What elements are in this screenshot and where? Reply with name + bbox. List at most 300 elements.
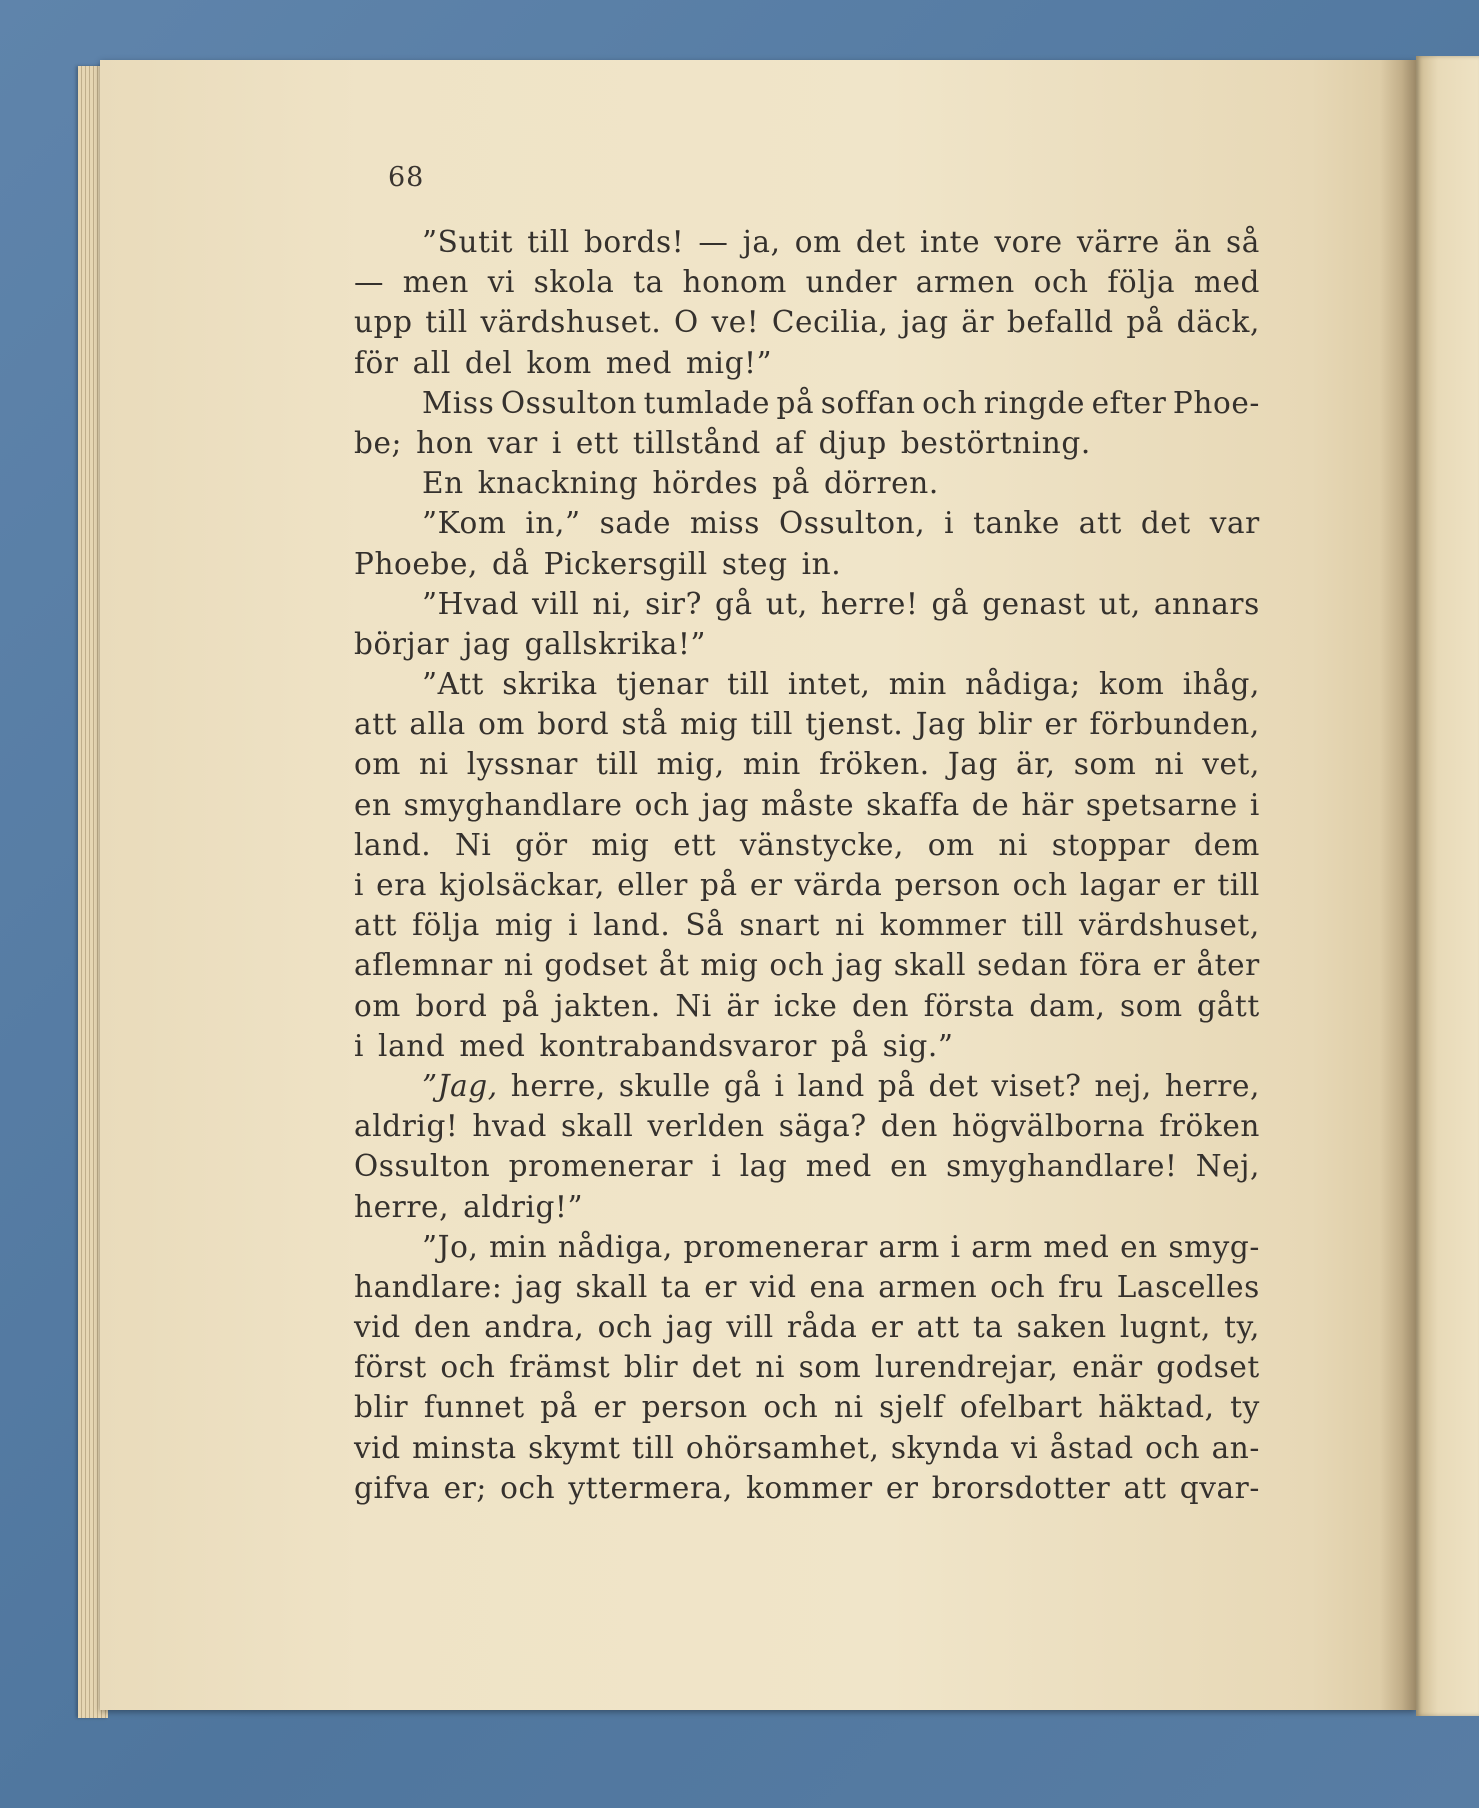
word: lurendrejar, (874, 1350, 1059, 1385)
word: smyghandlare! (946, 1149, 1178, 1184)
word: er (593, 1390, 627, 1425)
word: vid (354, 1430, 401, 1465)
word: icke (773, 988, 838, 1023)
word: följa (1107, 265, 1176, 300)
text-line (354, 664, 1260, 704)
word: åt (658, 948, 690, 983)
word: an- (1211, 1430, 1260, 1465)
word: gå (931, 586, 970, 621)
word: er (749, 868, 783, 902)
word: på (502, 988, 540, 1023)
word: vänstycke, (739, 827, 905, 862)
word: till (631, 1430, 675, 1465)
word: person (641, 1390, 748, 1425)
word: och (440, 1350, 496, 1385)
text-line (354, 624, 1260, 664)
word: skola (533, 265, 615, 300)
word: under (805, 265, 898, 300)
word: be; (354, 425, 403, 460)
word: tjenar (616, 667, 709, 702)
word: inte (920, 225, 981, 259)
word: än (1174, 225, 1212, 259)
word: ut, (765, 586, 808, 621)
text-line (354, 584, 1260, 624)
word: ni (1154, 747, 1185, 782)
word: bords! (583, 225, 685, 259)
word: då (492, 546, 530, 581)
word: land. (593, 908, 671, 943)
word: blir (623, 1350, 679, 1385)
word: det (855, 225, 906, 259)
word: till (1217, 868, 1260, 902)
word: och (922, 385, 978, 420)
word: hon (416, 425, 474, 460)
word: Så (685, 908, 725, 943)
text-line (354, 1066, 1260, 1106)
word: ni, (592, 586, 633, 621)
word: land (797, 1068, 865, 1103)
word: ni (835, 908, 865, 943)
word: jag (835, 948, 883, 983)
word: bord (415, 988, 488, 1023)
word: ohörsamhet, (685, 1430, 880, 1465)
word: ett (673, 827, 717, 862)
word: del (464, 345, 513, 380)
word: mig (680, 707, 739, 742)
word: gå (715, 586, 753, 621)
word: måste (761, 787, 855, 822)
word: qvar- (1179, 1470, 1260, 1505)
word: säga? (778, 1109, 867, 1144)
word: ta (972, 1310, 1004, 1345)
word: in. (801, 546, 842, 581)
word: att (1078, 506, 1122, 541)
word: skall (575, 1269, 648, 1304)
text-line (354, 704, 1260, 744)
word: sedan (977, 948, 1069, 983)
word: skall (561, 1109, 634, 1144)
word: i (568, 908, 579, 943)
text-line (354, 825, 1260, 865)
word: Ossulton (354, 1149, 491, 1184)
word: den (413, 1310, 472, 1345)
word: tumlade (643, 385, 771, 420)
word: till (425, 305, 468, 340)
word: hvad (472, 1109, 547, 1144)
word: godset (544, 948, 648, 983)
word: om (927, 827, 975, 862)
text-line (354, 1227, 1260, 1267)
word: kommer (879, 908, 1007, 943)
word: och (634, 787, 690, 822)
word: ty, (1224, 1310, 1260, 1345)
word: er (1044, 707, 1078, 742)
word: de (971, 787, 1010, 822)
word: skaffa (866, 787, 960, 822)
facing-page-edge (1416, 56, 1479, 1716)
spine-shadow (1380, 60, 1416, 1710)
word: min (888, 667, 947, 702)
word: i (950, 1229, 961, 1264)
word: värdshuset, (1079, 908, 1260, 943)
word: ”Sutit (422, 225, 514, 259)
word: och (500, 1470, 556, 1505)
word: Jag (947, 747, 998, 782)
word: ut, (1098, 586, 1141, 621)
word: annars (1153, 586, 1260, 621)
word: till (527, 225, 570, 259)
word: i (1249, 787, 1260, 822)
word: er (885, 1470, 919, 1505)
word: promenerar (683, 1229, 868, 1264)
word: vill (532, 586, 580, 621)
word: nej, (1094, 1068, 1152, 1103)
word: aflemnar (354, 948, 493, 983)
word: i (774, 1068, 785, 1103)
word: förbunden, (1089, 707, 1260, 742)
word: åter (1196, 948, 1260, 983)
word: funnet (423, 1390, 525, 1425)
word: snart (739, 908, 821, 943)
word: och (769, 948, 825, 983)
word: första (923, 988, 1015, 1023)
word: steg (721, 546, 788, 581)
word: ”Jag, (422, 1068, 498, 1103)
word: i (354, 868, 365, 902)
word: är (726, 988, 760, 1023)
word: kom (526, 345, 592, 380)
word: lagar (1079, 868, 1161, 902)
word: dam, (1029, 988, 1106, 1023)
word: — (698, 225, 729, 259)
word: i (551, 425, 562, 460)
word: och (597, 1310, 653, 1345)
word: ett (575, 425, 619, 460)
word: dem (1193, 827, 1260, 862)
word: intet, (787, 667, 871, 702)
word: djup (818, 425, 887, 460)
word: till (596, 747, 639, 782)
word: arm (971, 1229, 1033, 1264)
word: lyssnar (466, 747, 578, 782)
word: min (489, 1229, 548, 1264)
word: er (870, 1310, 904, 1345)
word: mig (494, 908, 554, 943)
word: sir? (645, 586, 702, 621)
word: som (798, 1350, 862, 1385)
text-line (354, 945, 1260, 985)
word: högvälborna (951, 1109, 1146, 1144)
word: att (354, 908, 398, 943)
word: först (354, 1350, 427, 1385)
word: hördes (652, 466, 759, 501)
word: häktad, (1098, 1390, 1215, 1425)
word: bord (537, 707, 610, 742)
text-line (354, 1307, 1260, 1347)
word: era (376, 868, 428, 902)
word: miss (689, 506, 761, 541)
text-line (354, 262, 1260, 302)
text-line (354, 1187, 1260, 1227)
word: blir (354, 1390, 409, 1425)
word: mig (591, 827, 650, 862)
word: om (478, 707, 525, 742)
word: åstad (1049, 1430, 1134, 1465)
word: jag (515, 1269, 563, 1304)
word: vore (994, 225, 1063, 259)
word: i (354, 1028, 365, 1063)
word: stoppar (1051, 827, 1171, 862)
word: i (711, 1149, 722, 1184)
word: er (1172, 868, 1206, 902)
word: Lascelles (1116, 1269, 1260, 1304)
word: Ossulton, (778, 506, 926, 541)
word: som (1073, 747, 1137, 782)
word: land (378, 1028, 446, 1063)
word: en (1120, 1229, 1158, 1264)
word: det (691, 1350, 742, 1385)
word: ni (503, 948, 534, 983)
word: till (1021, 908, 1065, 943)
word: gifva (354, 1470, 431, 1505)
word: ”Kom (422, 506, 507, 541)
word: ”Jo, (422, 1229, 479, 1264)
word: och (990, 1269, 1046, 1304)
word: af (774, 425, 805, 460)
word: är (961, 305, 995, 340)
word: ta (633, 265, 664, 300)
word: tjenst. (805, 707, 904, 742)
text-line (354, 986, 1260, 1026)
word: en (890, 1149, 928, 1184)
word: mig!” (685, 345, 773, 380)
word: ”Hvad (422, 586, 519, 621)
word: skynda (890, 1430, 1000, 1465)
word: aldrig! (354, 1109, 459, 1144)
word: mig, (656, 747, 725, 782)
text-line (354, 1267, 1260, 1307)
word: enär (1072, 1350, 1143, 1385)
word: person (894, 868, 1001, 902)
word: det (1140, 506, 1191, 541)
word: herre, (510, 1068, 606, 1103)
word: er (1152, 948, 1186, 983)
word: i (944, 506, 955, 541)
word: O (673, 305, 699, 340)
word: aldrig!” (463, 1189, 584, 1224)
word: med (1043, 1229, 1110, 1264)
text-line (354, 905, 1260, 945)
word: verlden (647, 1109, 765, 1144)
word: jag (665, 1310, 714, 1345)
word: främst (509, 1350, 611, 1385)
word: — (354, 265, 385, 300)
word: ringde (983, 385, 1086, 420)
word: gå (723, 1068, 762, 1103)
word: till (727, 667, 770, 702)
word: sjelf (879, 1390, 945, 1425)
word: smyghandlare (403, 787, 623, 822)
word: soffan (820, 385, 916, 420)
word: gör (515, 827, 568, 862)
word: och (1033, 265, 1089, 300)
word: värre (1076, 225, 1160, 259)
text-line (354, 423, 1260, 463)
text-line (354, 383, 1260, 423)
word: ni (755, 1350, 786, 1385)
word: tanke (973, 506, 1060, 541)
word: ni (833, 1390, 864, 1425)
text-line (354, 463, 1260, 503)
word: fru (1058, 1269, 1104, 1304)
word: handlare: (354, 1269, 503, 1304)
word: upp (354, 305, 413, 340)
text-line (354, 1347, 1260, 1387)
text-line (354, 343, 1260, 383)
word: min (742, 747, 802, 782)
word: knackning (477, 466, 639, 501)
word: om (354, 988, 401, 1023)
word: på (877, 1068, 916, 1103)
word: Nej, (1195, 1149, 1260, 1184)
word: att (1123, 1470, 1167, 1505)
word: på (776, 385, 815, 420)
word: ni (998, 827, 1029, 862)
word: armen (878, 1269, 978, 1304)
text-line (354, 744, 1260, 784)
text-line (354, 222, 1260, 262)
word: genast (982, 586, 1086, 621)
word: värda (794, 868, 883, 902)
word: viset? (991, 1068, 1082, 1103)
word: värdshuset. (480, 305, 662, 340)
word: som (1120, 988, 1183, 1023)
word: vid (354, 1310, 401, 1345)
word: och (763, 1390, 819, 1425)
word: er; (443, 1470, 487, 1505)
word: brorsdotter (931, 1470, 1111, 1505)
word: på (700, 868, 738, 902)
word: saken (1016, 1310, 1107, 1345)
word: vid (749, 1269, 797, 1304)
word: så (1225, 225, 1260, 259)
word: ”Att (422, 667, 484, 702)
word: däck, (1176, 305, 1260, 340)
word: här (1021, 787, 1074, 822)
word: till (750, 707, 794, 742)
word: vi (1011, 1430, 1039, 1465)
word: ty (1230, 1390, 1260, 1425)
word: all (412, 345, 451, 380)
word: blir (977, 707, 1033, 742)
word: och (1012, 868, 1068, 902)
word: att (354, 707, 398, 742)
word: nådiga; (965, 667, 1081, 702)
word: Jag (915, 707, 966, 742)
word: med (459, 1028, 526, 1063)
text-line (354, 544, 1260, 584)
word: jakten. (554, 988, 661, 1023)
word: föra (1079, 948, 1142, 983)
word: eller (617, 868, 688, 902)
word: med (805, 1149, 872, 1184)
word: Cecilia, (771, 305, 889, 340)
text-line (354, 1387, 1260, 1427)
word: godset (1156, 1350, 1260, 1385)
word: befalld (1006, 305, 1114, 340)
word: bestörtning. (900, 425, 1091, 460)
word: ena (809, 1269, 866, 1304)
word: vi (487, 265, 515, 300)
word: gallskrika!” (524, 626, 707, 661)
word: Phoe- (1172, 385, 1260, 420)
word: herre, (354, 1189, 450, 1224)
word: skymt (528, 1430, 621, 1465)
word: råda (786, 1310, 858, 1345)
word: att (916, 1310, 960, 1345)
text-line (354, 1428, 1260, 1468)
word: det (928, 1068, 979, 1103)
word: var (487, 425, 538, 460)
word: på (772, 466, 810, 501)
word: på (830, 1028, 869, 1063)
word: er (704, 1269, 738, 1304)
body-text (354, 222, 1260, 1508)
word: honom (682, 265, 787, 300)
word: sade (599, 506, 672, 541)
word: vill (726, 1310, 774, 1345)
word: efter (1091, 385, 1167, 420)
text-line (354, 302, 1260, 342)
word: en (354, 787, 392, 822)
word: smyg- (1168, 1229, 1260, 1264)
word: var (1209, 506, 1260, 541)
text-line (354, 785, 1260, 825)
word: börjar (354, 626, 450, 661)
word: ofelbart (959, 1390, 1083, 1425)
text-line (354, 1106, 1260, 1146)
word: vet, (1202, 747, 1260, 782)
word: ihåg, (1182, 667, 1260, 702)
word: tillstånd (632, 425, 761, 460)
word: yttermera, (568, 1470, 733, 1505)
word: ni (419, 747, 449, 782)
word: mig (700, 948, 759, 983)
word: land. (354, 827, 432, 862)
word: minsta (412, 1430, 517, 1465)
word: jag (701, 787, 750, 822)
word: En (422, 466, 464, 501)
word: jag (463, 626, 511, 661)
word: sig.” (882, 1028, 954, 1063)
word: är, (1016, 747, 1056, 782)
word: om (354, 747, 401, 782)
word: skrika (502, 667, 598, 702)
word: ve! (711, 305, 760, 340)
word: Pickersgill (543, 546, 708, 581)
word: ta (660, 1269, 692, 1304)
word: om (794, 225, 842, 259)
word: kom (1099, 667, 1165, 702)
word: lag (739, 1149, 788, 1184)
text-line (354, 1026, 1260, 1066)
word: Ossulton (500, 385, 638, 420)
word: kommer (745, 1470, 873, 1505)
word: kontrabandsvaror (539, 1028, 817, 1063)
word: lugnt, (1119, 1310, 1212, 1345)
page-number: 68 (388, 162, 425, 193)
word: för (354, 345, 399, 380)
